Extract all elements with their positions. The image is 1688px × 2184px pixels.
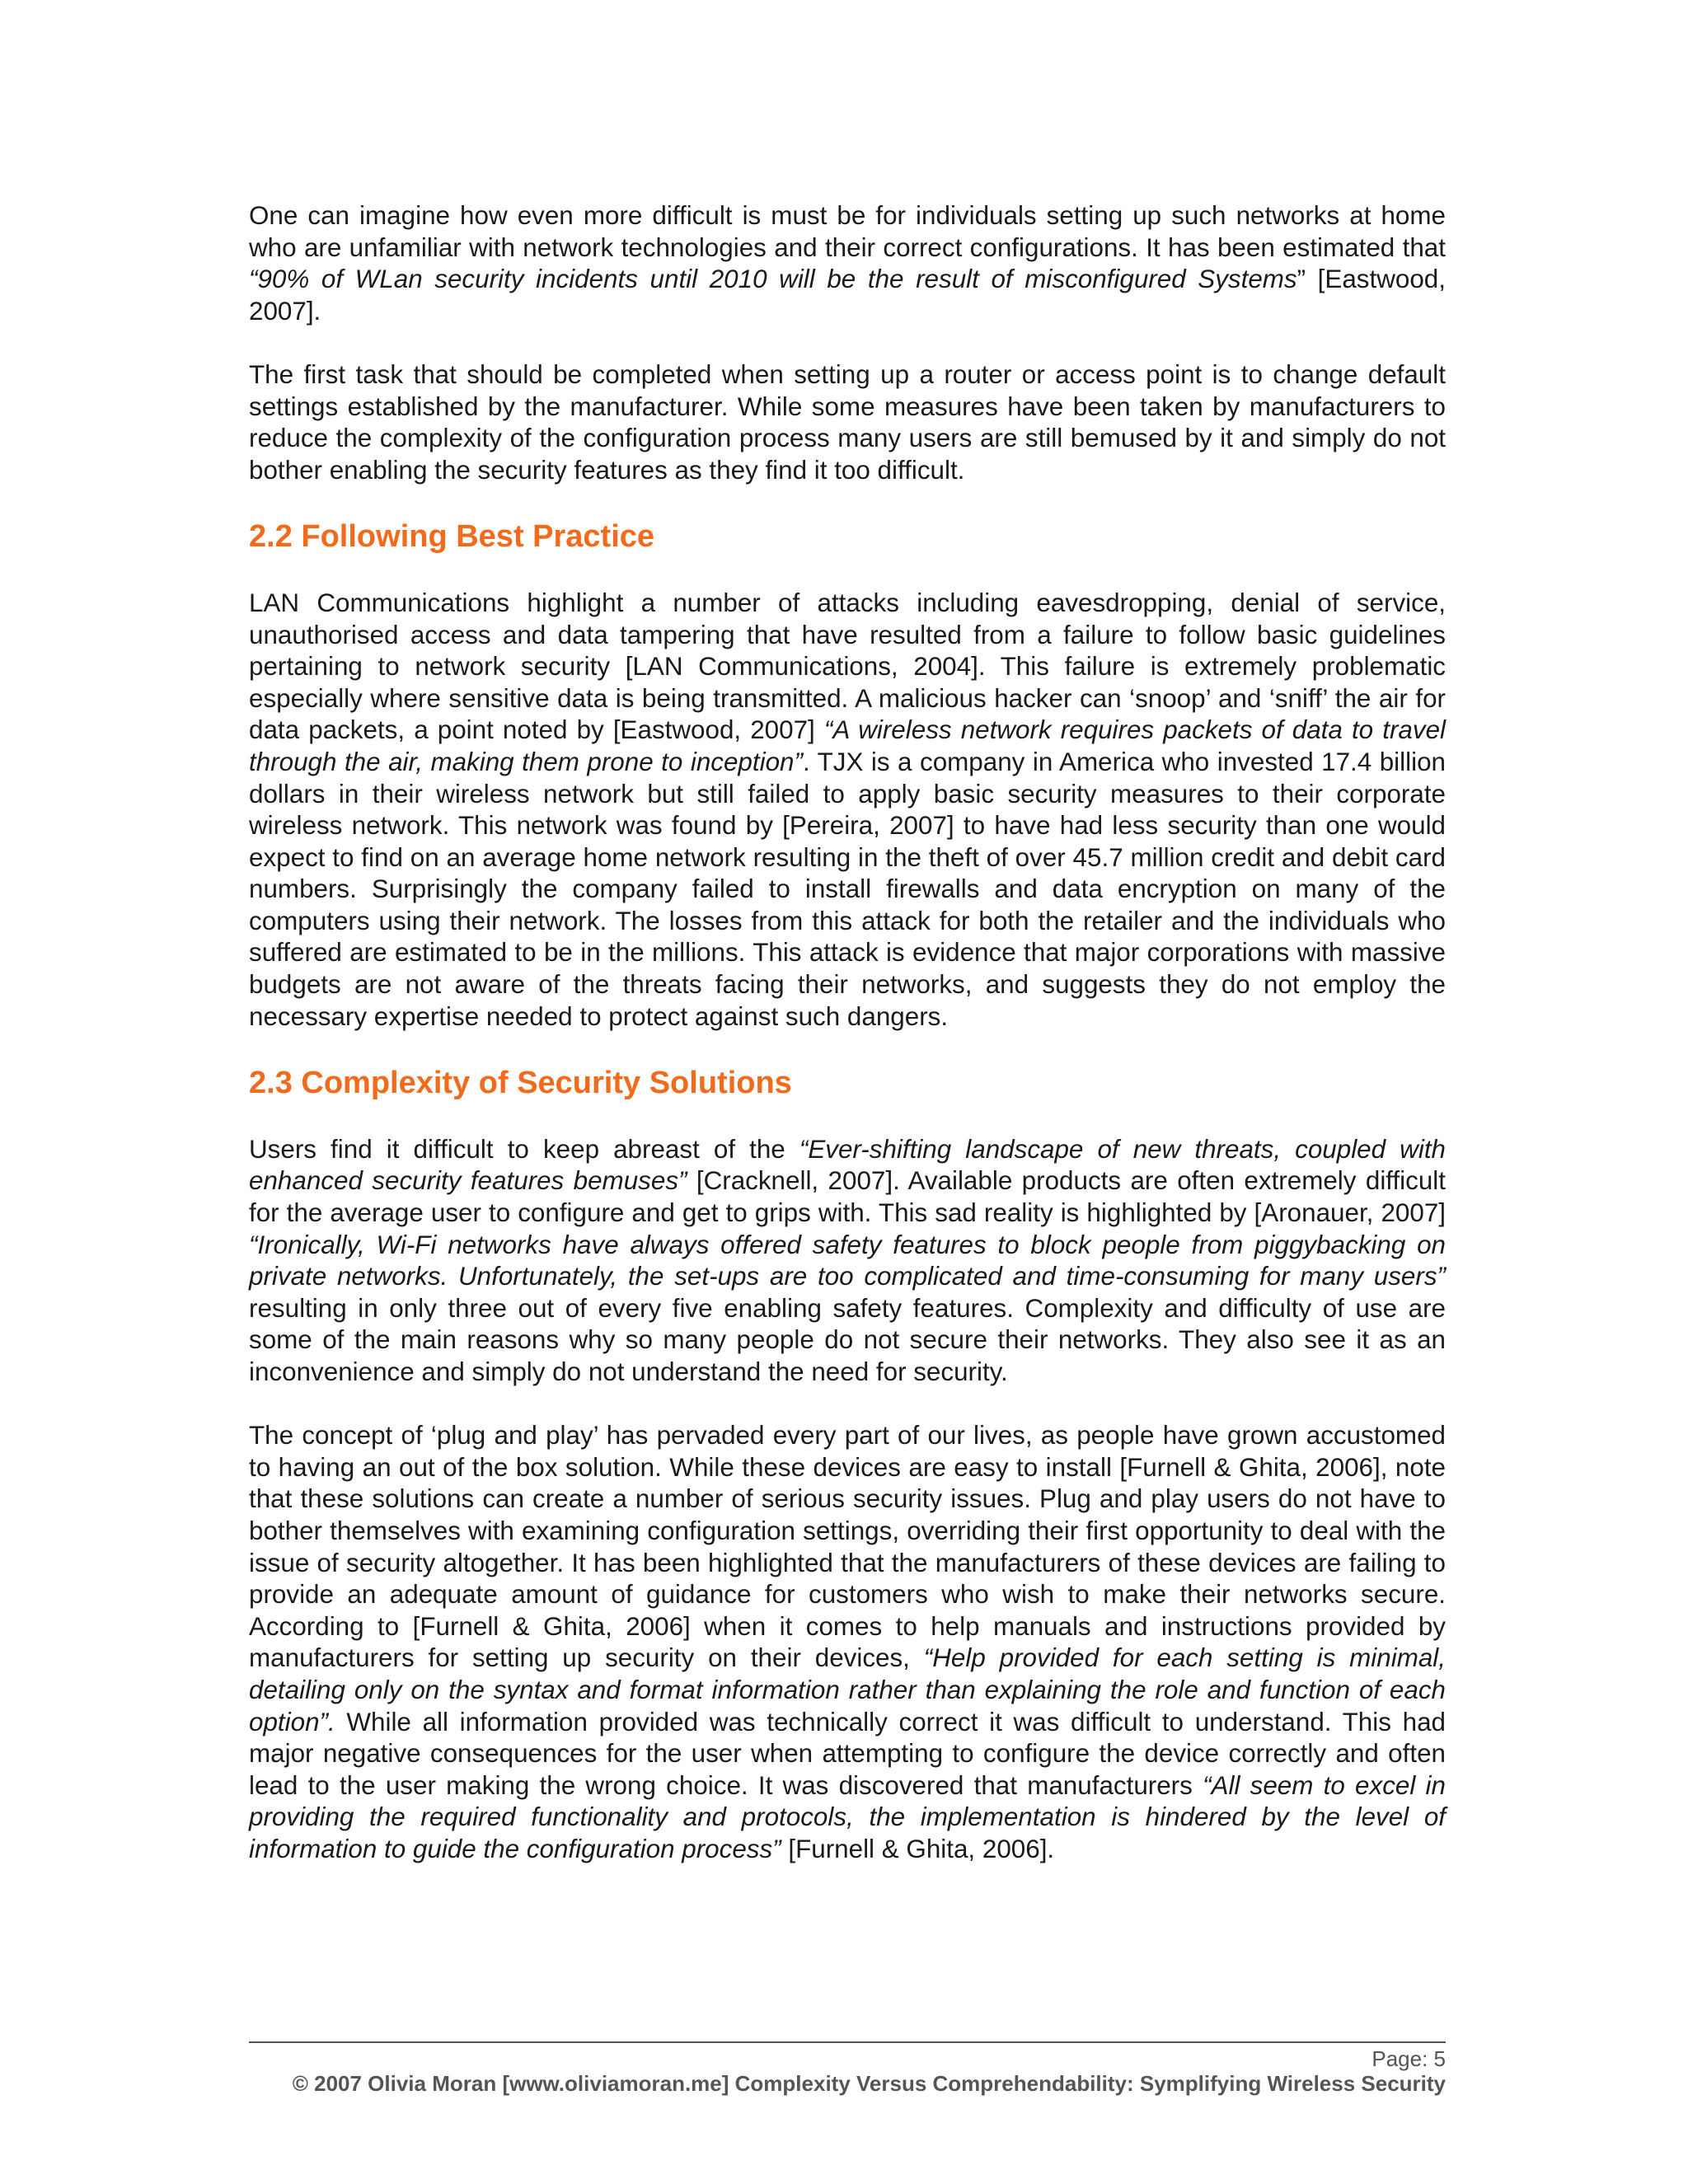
body-text: The concept of ‘plug and play’ has pervaded every part of our lives, as people have grown accustomed to having an out of the box solution. While these devices are easy to install [Furnell & Ghita, 2006], note that these solutions can create a number of serious security issues. Plug and play users do not have to bother themselves with examining configuration settings, overriding their first opportunity to deal with the issue of security altogether. It has been highlighted that the manufacturers of these devices are failing to provide an adequate amount of guidance for customers who wish to make their networks secure. According to [Furnell & Ghita, 2006] when it comes to help manuals and instructions provided by manufacturers for setting up security on their devices, [249, 1421, 1446, 1673]
body-text: The first task that should be completed when setting up a router or access point is to change default settings established by the manufacturer. While some measures have been taken by manufacturers to reduce the complexity of the configuration process many users are still bemused by it and simply do not bother enabling the security features as they find it too difficult. [249, 359, 1446, 485]
quote-text: “Ever-shifting landscape of new threats, coupled with enhanced security features bemuses” [249, 1134, 1446, 1196]
paragraph-default-settings [249, 359, 1446, 486]
quote-text: “All seem to excel in providing the required functionality and protocols, the implementation is hindered by the level of information to guide the configuration process” [249, 1770, 1446, 1863]
heading-following-best-practice: 2.2 Following Best Practice [249, 518, 655, 554]
quote-text: “90% of WLan security incidents until 2010 will be the result of misconfigured Systems [249, 265, 1297, 294]
quote-text: “Help provided for each setting is minimal, detailing only on the syntax and format information rather than explaining the role and function of each option”. [249, 1643, 1447, 1736]
heading-complexity-of-security-solutions: 2.3 Complexity of Security Solutions [249, 1065, 792, 1100]
quote-text: “A wireless network requires packets of data to travel through the air, making them prone to inception” [249, 715, 1447, 776]
document-body [249, 200, 1446, 1897]
paragraph-misconfiguration [249, 200, 1446, 327]
paragraph-plug-and-play [249, 1420, 1446, 1865]
body-text: One can imagine how even more difficult is must be for individuals setting up such networks at home who are unfamiliar with network technologies and their correct configurations. It has been estimated that [249, 201, 1446, 262]
body-text: LAN Communications highlight a number of attacks including eavesdropping, denial of service, unauthorised access and data tampering that have resulted from a failure to follow basic guidelines pertaining to network security [LAN Communications, 2004]. This failure is extremely problematic especially where sensitive data is being transmitted. A malicious hacker can ‘snoop’ and ‘sniff’ the air for data packets, a point noted by [Eastwood, 2007] [249, 588, 1446, 745]
body-text: While all information provided was technically correct it was difficult to understand. This had major negative consequences for the user when attempting to configure the device correctly and often lead to the user making the wrong choice. It was discovered that manufacturers [249, 1707, 1446, 1800]
paragraph-best-practice [249, 588, 1446, 1033]
body-text: Users find it difficult to keep abreast of the [249, 1134, 799, 1164]
copyright-line: © 2007 Olivia Moran [www.oliviamoran.me] Complexity Versus Comprehendability: Symplifying Wireless Security [292, 2071, 1446, 2096]
quote-text: “Ironically, Wi-Fi networks have always offered safety features to block people from piggybacking on private networks. Unfortunately, the set-ups are too complicated and time-consuming for many users” [249, 1230, 1446, 1291]
body-text: [Furnell & Ghita, 2006]. [781, 1834, 1055, 1863]
body-text: resulting in only three out of every five enabling safety features. Complexity and difficulty of use are some of the main reasons why so many people do not secure their networks. They also see it as an inconvenience and simply do not understand the need for security. [249, 1293, 1446, 1386]
body-text: . TJX is a company in America who invested 17.4 billion dollars in their wireless network but still failed to apply basic security measures to their corporate wireless network. This network was found by [Pereira, 2007] to have had less security than one would expect to find on an average home network resulting in the theft of over 45.7 million credit and debit card numbers. Surprisingly the company failed to install firewalls and data encryption on many of the computers using their network. The losses from this attack for both the retailer and the individuals who suffered are estimated to be in the millions. This attack is evidence that major corporations with massive budgets are not aware of the threats facing their networks, and suggests they do not employ the necessary expertise needed to protect against such dangers. [249, 747, 1446, 1031]
page-footer [249, 2041, 1446, 2096]
page-number: Page: 5 [1372, 2046, 1446, 2071]
footer-divider [249, 2041, 1446, 2043]
paragraph-complexity [249, 1134, 1446, 1389]
body-text: [Cracknell, 2007]. Available products are often extremely difficult for the average user to configure and get to grips with. This sad reality is highlighted by [Aronauer, 2007] [249, 1166, 1446, 1228]
body-text: ” [Eastwood, 2007]. [249, 265, 1446, 326]
